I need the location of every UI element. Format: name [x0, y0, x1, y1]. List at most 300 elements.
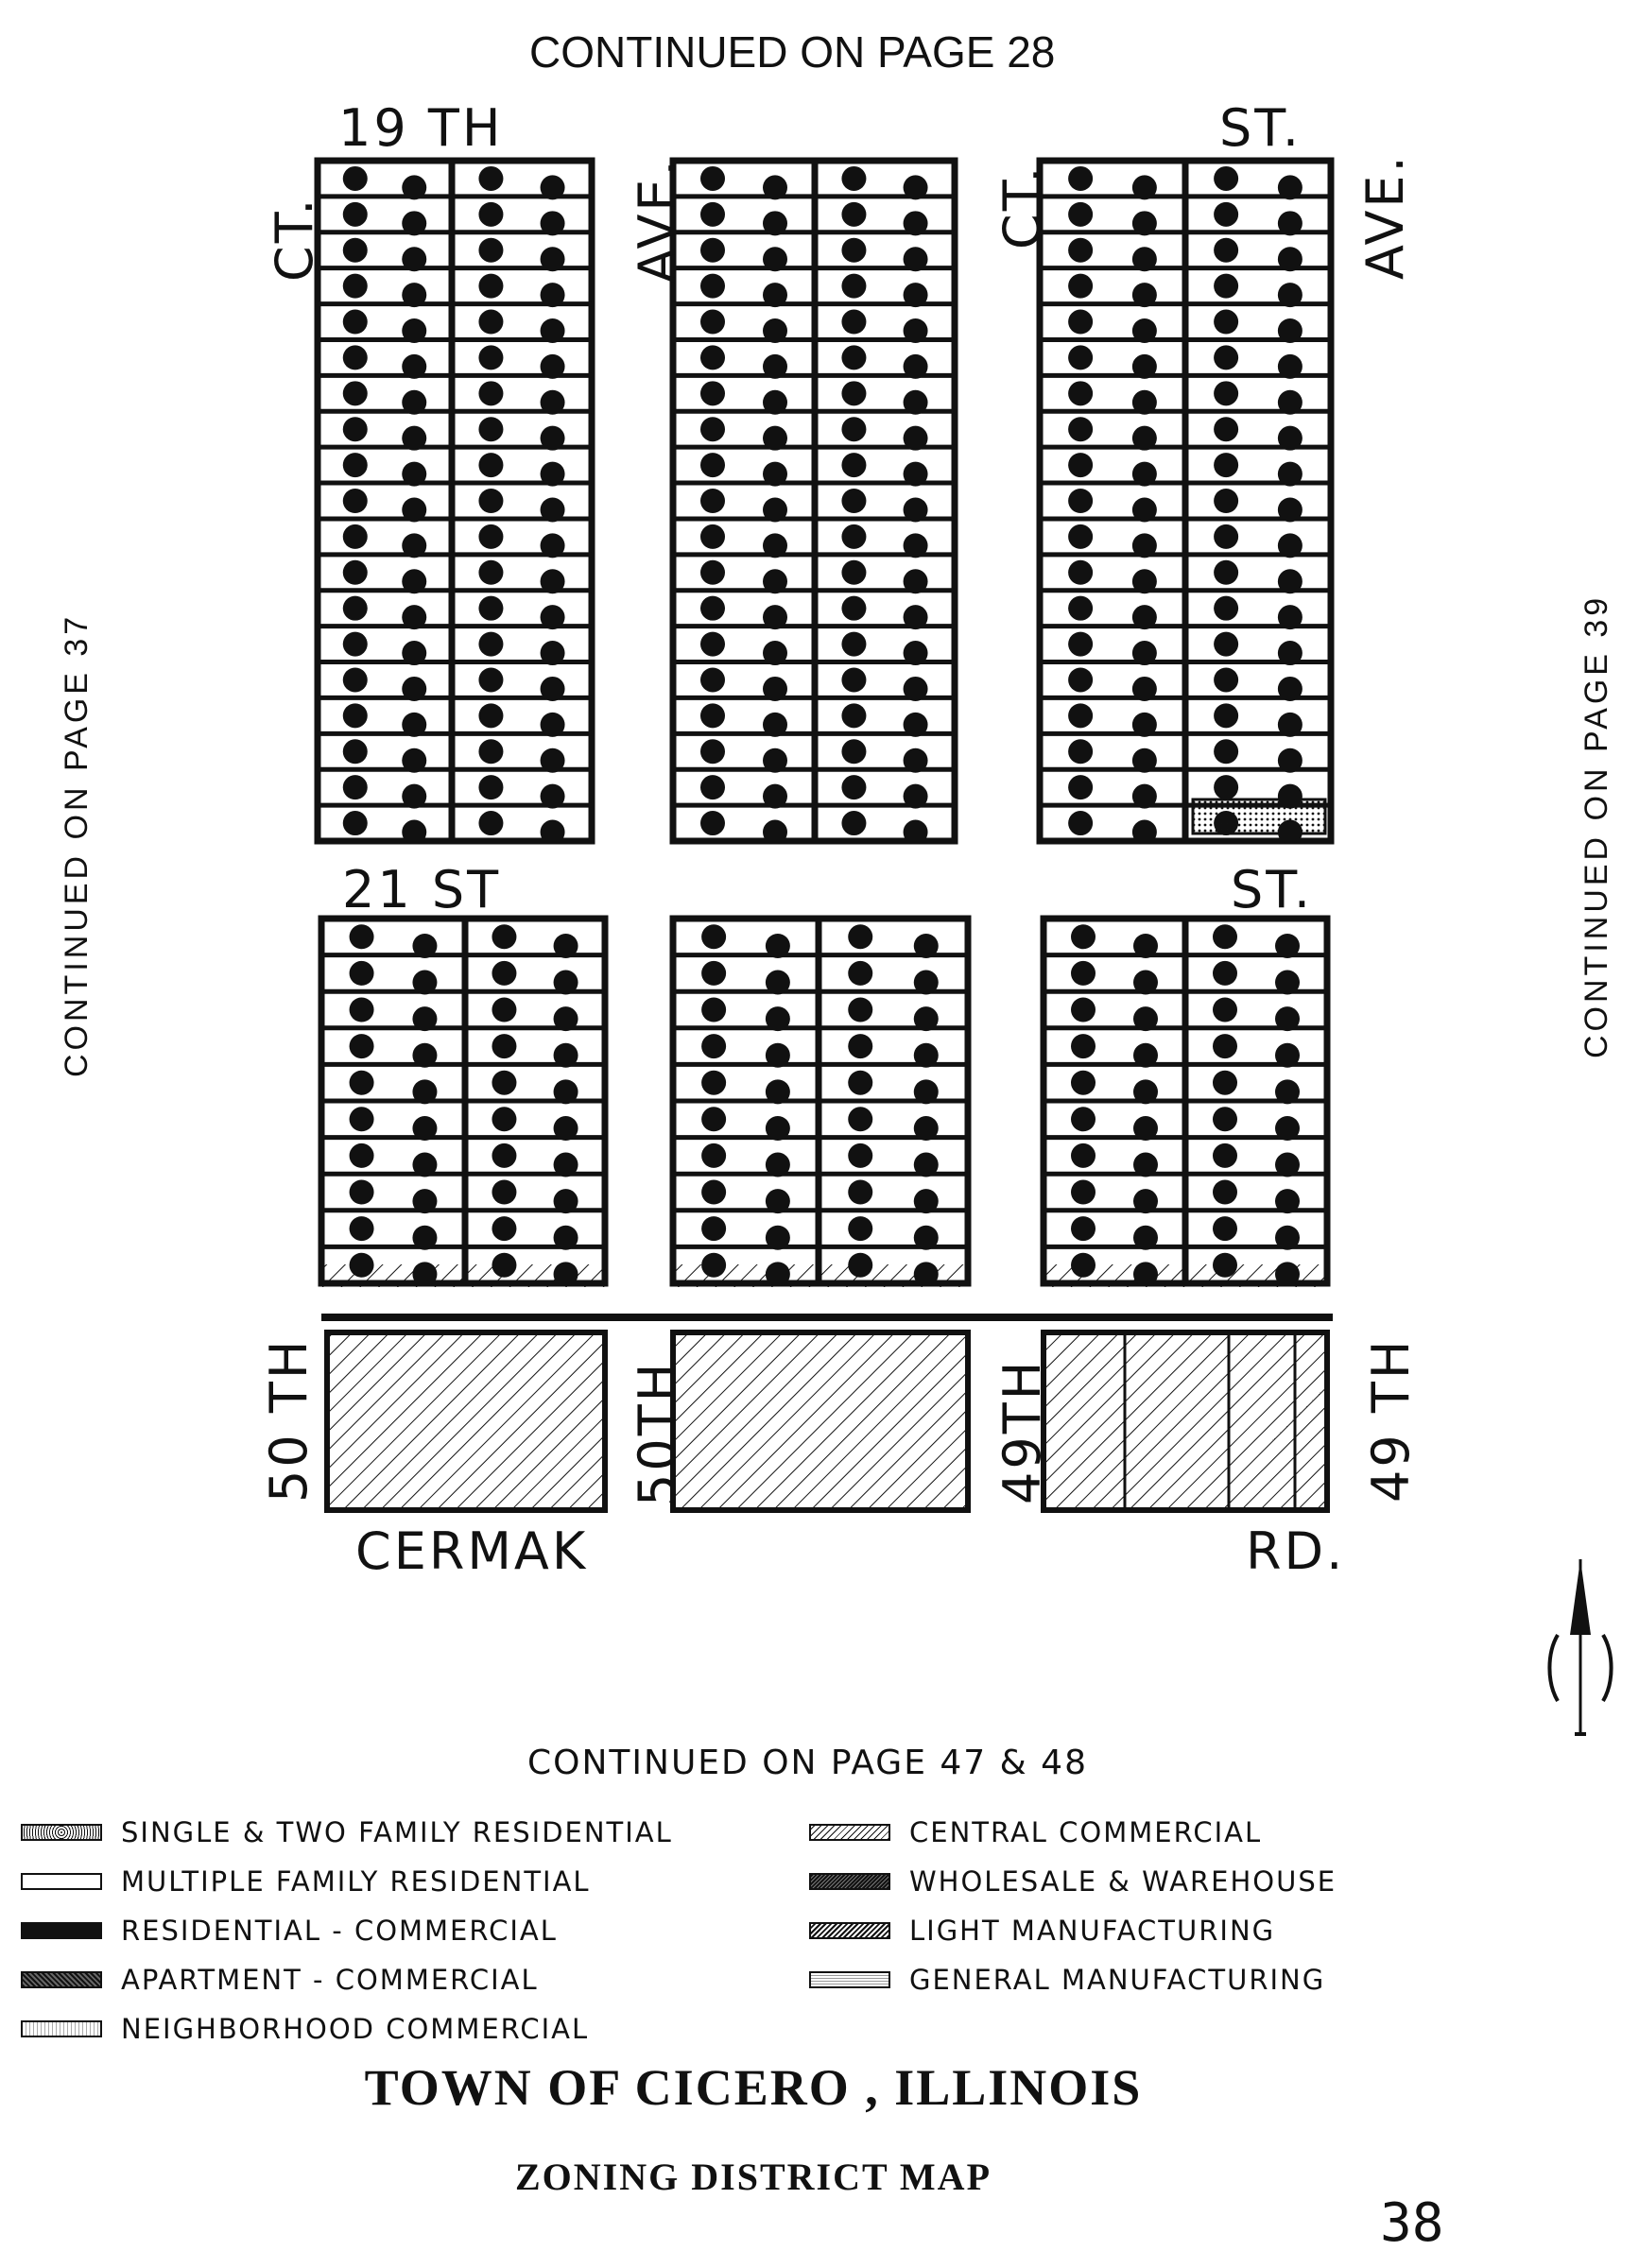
lot-dot: [700, 310, 725, 335]
lot-dot: [402, 533, 426, 558]
street-50th-mid: 50TH: [628, 1360, 687, 1506]
lot-dot: [766, 1006, 790, 1031]
lot-dot: [1133, 1116, 1158, 1141]
lot-dot: [848, 1107, 872, 1131]
lot-dot: [904, 283, 928, 307]
lot-dot: [478, 811, 503, 835]
lot-dot: [1068, 345, 1093, 369]
lot-dot: [1071, 1107, 1096, 1131]
lot-dot: [1068, 632, 1093, 657]
lot-dot: [841, 811, 866, 835]
lot-dot: [701, 1216, 726, 1241]
lot-dot: [763, 569, 787, 593]
lot-dot: [402, 211, 426, 235]
lot-dot: [478, 238, 503, 263]
lot-dot: [1068, 489, 1093, 513]
lot-dot: [1071, 1216, 1096, 1241]
lot-dot: [1214, 345, 1238, 369]
lot-dot: [343, 489, 368, 513]
lot-dot: [402, 605, 426, 629]
legend-label: SINGLE & TWO FAMILY RESIDENTIAL: [121, 1816, 673, 1848]
lot-dot: [1214, 632, 1238, 657]
lot-dot: [701, 1107, 726, 1131]
lot-dot: [700, 524, 725, 549]
lot-dot: [1278, 283, 1303, 307]
lot-dot: [1275, 1006, 1300, 1031]
lot-dot: [841, 453, 866, 477]
lot-dot: [1278, 748, 1303, 773]
upper-block-2-outline: [452, 161, 592, 841]
lot-dot: [492, 1216, 516, 1241]
lot-dot: [700, 703, 725, 728]
lot-dot: [343, 667, 368, 692]
lot-dot: [478, 274, 503, 299]
lot-dot: [1068, 739, 1093, 764]
legend-swatch: [21, 1971, 102, 1988]
lot-dot: [541, 713, 565, 737]
street-49th-right: 49 TH: [1361, 1337, 1421, 1503]
lot-dot: [763, 497, 787, 522]
lot-dot: [1132, 283, 1157, 307]
lot-dot: [841, 703, 866, 728]
lot-dot: [541, 211, 565, 235]
lot-dot: [1068, 703, 1093, 728]
lot-dot: [1213, 1216, 1237, 1241]
lot-dot: [1278, 569, 1303, 593]
lot-dot: [1213, 998, 1237, 1022]
lot-dot: [1213, 924, 1237, 949]
lot-dot: [343, 310, 368, 335]
continued-top-label: CONTINUED ON PAGE 28: [529, 27, 1056, 77]
lot-dot: [402, 354, 426, 379]
lot-dot: [904, 533, 928, 558]
lot-dot: [1068, 274, 1093, 299]
lot-dot: [1278, 641, 1303, 665]
lot-dot: [1278, 318, 1303, 343]
lot-dot: [763, 748, 787, 773]
lot-dot: [1132, 462, 1157, 487]
lot-dot: [402, 569, 426, 593]
lot-dot: [1132, 318, 1157, 343]
lot-dot: [350, 1034, 374, 1058]
lot-dot: [904, 820, 928, 845]
lot-dot: [412, 1116, 437, 1141]
lot-dot: [701, 924, 726, 949]
lot-dot: [541, 677, 565, 701]
lot-dot: [1214, 381, 1238, 405]
lot-dot: [1214, 453, 1238, 477]
lot-dot: [541, 247, 565, 271]
lot-dot: [343, 381, 368, 405]
page-number: 38: [1380, 2192, 1444, 2254]
lot-dot: [1132, 211, 1157, 235]
lot-dot: [350, 961, 374, 986]
lot-dot: [914, 971, 939, 995]
lot-dot: [1278, 713, 1303, 737]
lot-dot: [766, 1226, 790, 1250]
commercial-strip: [673, 1264, 968, 1287]
continued-left-label: CONTINUED ON PAGE 37: [59, 612, 95, 1077]
lot-dot: [478, 667, 503, 692]
legend-item: [21, 1915, 558, 1947]
lot-dot: [1214, 489, 1238, 513]
lot-dot: [700, 274, 725, 299]
lot-dot: [478, 596, 503, 621]
lot-dot: [763, 426, 787, 451]
lot-dot: [904, 748, 928, 773]
lot-dot: [841, 632, 866, 657]
lot-dot: [841, 560, 866, 585]
lot-dot: [343, 811, 368, 835]
lot-dot: [1275, 971, 1300, 995]
lot-dot: [478, 524, 503, 549]
legend-swatch: [21, 2020, 102, 2037]
lot-dot: [841, 310, 866, 335]
lot-dot: [492, 1071, 516, 1095]
lot-dot: [554, 1079, 578, 1104]
street-49th-mid: 49TH: [992, 1358, 1052, 1504]
lot-dot: [541, 605, 565, 629]
lot-dot: [412, 1189, 437, 1213]
lot-dot: [1071, 961, 1096, 986]
lot-dot: [904, 247, 928, 271]
lot-dot: [1133, 1006, 1158, 1031]
lot-dot: [763, 784, 787, 809]
lot-dot: [1133, 1079, 1158, 1104]
legend-item: [809, 1865, 1337, 1898]
lot-dot: [1132, 497, 1157, 522]
lot-dot: [402, 390, 426, 415]
single-family-strip: [1193, 799, 1325, 833]
lot-dot: [1214, 596, 1238, 621]
lot-dot: [541, 497, 565, 522]
lot-dot: [914, 934, 939, 958]
lot-dot: [402, 677, 426, 701]
lot-dot: [1214, 166, 1238, 191]
lot-dot: [1214, 775, 1238, 799]
lot-dot: [766, 971, 790, 995]
lot-dot: [478, 632, 503, 657]
north-arrow-icon: [1549, 1559, 1611, 1734]
commercial-strip: [321, 1264, 605, 1287]
lot-dot: [492, 1143, 516, 1168]
lot-dot: [402, 426, 426, 451]
lot-dot: [763, 462, 787, 487]
lot-dot: [841, 202, 866, 227]
lot-dot: [1278, 211, 1303, 235]
lot-dot: [1214, 667, 1238, 692]
lot-dot: [350, 1216, 374, 1241]
cermak-frontage-block: [673, 1332, 968, 1510]
lot-dot: [343, 166, 368, 191]
lot-dot: [1213, 1107, 1237, 1131]
lot-dot: [1068, 667, 1093, 692]
lot-dot: [1068, 238, 1093, 263]
lot-dot: [350, 998, 374, 1022]
lot-dot: [1068, 811, 1093, 835]
lot-dot: [1132, 569, 1157, 593]
lot-dot: [904, 211, 928, 235]
lot-dot: [841, 238, 866, 263]
legend-item: [21, 1816, 673, 1848]
lot-dot: [1071, 998, 1096, 1022]
lot-dot: [1068, 453, 1093, 477]
lot-dot: [1132, 641, 1157, 665]
lot-dot: [1132, 426, 1157, 451]
street-ct-mid: CT.: [992, 163, 1052, 249]
lot-dot: [343, 703, 368, 728]
map-subtitle: ZONING DISTRICT MAP: [515, 2156, 992, 2198]
lot-dot: [402, 318, 426, 343]
lot-dot: [700, 417, 725, 441]
lot-dot: [402, 175, 426, 199]
lot-dot: [914, 1043, 939, 1068]
lot-dot: [1132, 820, 1157, 845]
lot-dot: [554, 1006, 578, 1031]
lot-dot: [766, 1043, 790, 1068]
lot-dot: [904, 677, 928, 701]
lot-dot: [914, 1006, 939, 1031]
lot-dot: [478, 417, 503, 441]
lot-dot: [841, 667, 866, 692]
cermak-frontage-block: [327, 1332, 605, 1510]
lot-dot: [1068, 202, 1093, 227]
lot-dot: [700, 453, 725, 477]
lot-dot: [541, 820, 565, 845]
lot-dot: [478, 775, 503, 799]
lot-dot: [1132, 175, 1157, 199]
lot-dot: [343, 345, 368, 369]
lot-dot: [478, 560, 503, 585]
lot-dot: [1278, 533, 1303, 558]
street-cermak: CERMAK: [355, 1521, 589, 1581]
lot-dot: [700, 238, 725, 263]
lot-dot: [1068, 596, 1093, 621]
legend-swatch: [809, 1922, 890, 1939]
lot-dot: [701, 998, 726, 1022]
lot-dot: [1213, 1071, 1237, 1095]
lot-dot: [343, 524, 368, 549]
legend-label: NEIGHBORHOOD COMMERCIAL: [121, 2013, 590, 2045]
lot-dot: [478, 703, 503, 728]
lot-dot: [1133, 1153, 1158, 1177]
lot-dot: [402, 820, 426, 845]
lot-dot: [1213, 1034, 1237, 1058]
lot-dot: [541, 784, 565, 809]
lot-dot: [763, 247, 787, 271]
lot-dot: [700, 489, 725, 513]
lot-dot: [766, 1116, 790, 1141]
lot-dot: [1132, 713, 1157, 737]
lot-dot: [763, 641, 787, 665]
lot-dot: [841, 345, 866, 369]
lot-dot: [904, 605, 928, 629]
lot-dot: [1132, 605, 1157, 629]
upper-block-6-outline: [1185, 161, 1331, 841]
map-title: TOWN OF CICERO , ILLINOIS: [364, 2059, 1143, 2116]
lot-dot: [1133, 934, 1158, 958]
lot-dot: [1278, 605, 1303, 629]
lot-dot: [554, 934, 578, 958]
lot-dot: [1275, 934, 1300, 958]
lot-dot: [914, 1226, 939, 1250]
lot-dot: [1068, 775, 1093, 799]
lot-dot: [701, 961, 726, 986]
lot-dot: [1278, 677, 1303, 701]
lot-dot: [763, 211, 787, 235]
lot-dot: [700, 739, 725, 764]
lot-dot: [1278, 426, 1303, 451]
lot-dot: [1278, 354, 1303, 379]
lot-dot: [1132, 247, 1157, 271]
legend-swatch: [21, 1824, 102, 1841]
street-ave-mid: AVE.: [628, 157, 687, 284]
lot-dot: [1214, 703, 1238, 728]
lot-dot: [478, 166, 503, 191]
street-19th-left: 19 TH: [338, 98, 504, 158]
lot-dot: [1068, 166, 1093, 191]
lot-dot: [1214, 417, 1238, 441]
lot-dot: [841, 166, 866, 191]
lot-dot: [904, 497, 928, 522]
legend-swatch: [809, 1873, 890, 1890]
lot-dot: [1275, 1226, 1300, 1250]
legend-label: CENTRAL COMMERCIAL: [909, 1816, 1263, 1848]
lot-dot: [1132, 748, 1157, 773]
lot-dot: [763, 820, 787, 845]
lot-dot: [1071, 924, 1096, 949]
lot-dot: [763, 283, 787, 307]
lot-dot: [700, 560, 725, 585]
legend-swatch: [21, 1873, 102, 1890]
lot-dot: [841, 489, 866, 513]
lot-dot: [841, 417, 866, 441]
lot-dot: [914, 1153, 939, 1177]
lot-dot: [1278, 175, 1303, 199]
lot-dot: [343, 274, 368, 299]
lot-dot: [1132, 390, 1157, 415]
lot-dot: [841, 775, 866, 799]
lot-dot: [541, 748, 565, 773]
lot-dot: [541, 390, 565, 415]
lot-dot: [700, 381, 725, 405]
lot-dot: [1278, 390, 1303, 415]
lot-dot: [700, 166, 725, 191]
lot-dot: [343, 560, 368, 585]
lot-dot: [1275, 1043, 1300, 1068]
legend-item: [809, 1915, 1275, 1947]
lot-dot: [492, 961, 516, 986]
street-ave-right: AVE.: [1355, 153, 1415, 280]
lot-dot: [1278, 497, 1303, 522]
lot-dot: [841, 739, 866, 764]
lot-dot: [848, 961, 872, 986]
lot-dot: [350, 1180, 374, 1205]
lot-dot: [914, 1116, 939, 1141]
lot-dot: [1071, 1180, 1096, 1205]
lot-dot: [1214, 524, 1238, 549]
lot-dot: [763, 605, 787, 629]
legend-item: [809, 1964, 1325, 1996]
lot-dot: [478, 345, 503, 369]
lot-dot: [1068, 310, 1093, 335]
lot-dot: [1133, 1189, 1158, 1213]
lot-dot: [1213, 1180, 1237, 1205]
lot-dot: [1132, 533, 1157, 558]
lot-dot: [1132, 677, 1157, 701]
lot-dot: [554, 1116, 578, 1141]
lot-dot: [700, 632, 725, 657]
lot-dot: [1275, 1189, 1300, 1213]
upper-block-3-outline: [673, 161, 815, 841]
lot-dot: [841, 274, 866, 299]
lot-dot: [554, 1043, 578, 1068]
lot-dot: [1133, 1043, 1158, 1068]
lot-dot: [343, 202, 368, 227]
lot-dot: [478, 739, 503, 764]
lot-dot: [904, 641, 928, 665]
lot-dot: [1071, 1071, 1096, 1095]
lot-dot: [343, 238, 368, 263]
lot-dot: [1132, 784, 1157, 809]
lot-dot: [350, 924, 374, 949]
lot-dot: [763, 713, 787, 737]
lot-dot: [700, 775, 725, 799]
lot-dot: [350, 1107, 374, 1131]
lot-dot: [904, 713, 928, 737]
lot-dot: [478, 489, 503, 513]
lot-dot: [492, 1107, 516, 1131]
lot-dot: [412, 1226, 437, 1250]
lot-dot: [700, 667, 725, 692]
legend-label: WHOLESALE & WAREHOUSE: [909, 1865, 1337, 1898]
lot-dot: [766, 1153, 790, 1177]
lot-dot: [701, 1143, 726, 1168]
lot-dot: [766, 1079, 790, 1104]
lot-dot: [541, 318, 565, 343]
lot-dot: [1132, 354, 1157, 379]
upper-block-1-outline: [318, 161, 452, 841]
legend-label: RESIDENTIAL - COMMERCIAL: [121, 1915, 558, 1947]
street-21st-left: 21 ST: [342, 860, 502, 919]
lot-dot: [402, 247, 426, 271]
lot-dot: [841, 596, 866, 621]
lot-dot: [402, 748, 426, 773]
lot-dot: [904, 175, 928, 199]
legend-item: [21, 2013, 589, 2045]
lot-dot: [1214, 739, 1238, 764]
lot-dot: [541, 462, 565, 487]
lot-dot: [763, 354, 787, 379]
lot-dot: [554, 1226, 578, 1250]
lot-dot: [763, 390, 787, 415]
lot-dot: [701, 1071, 726, 1095]
blocks-layer: [318, 161, 1333, 1510]
lot-dot: [554, 1189, 578, 1213]
lot-dot: [492, 1034, 516, 1058]
lot-dot: [1214, 274, 1238, 299]
lot-dot: [402, 462, 426, 487]
lot-dot: [554, 971, 578, 995]
lot-dot: [492, 924, 516, 949]
lot-dot: [763, 318, 787, 343]
lot-dot: [701, 1180, 726, 1205]
lot-dot: [1068, 560, 1093, 585]
lot-dot: [904, 569, 928, 593]
lot-dot: [1275, 1153, 1300, 1177]
lot-dot: [412, 1079, 437, 1104]
lot-dot: [848, 1143, 872, 1168]
